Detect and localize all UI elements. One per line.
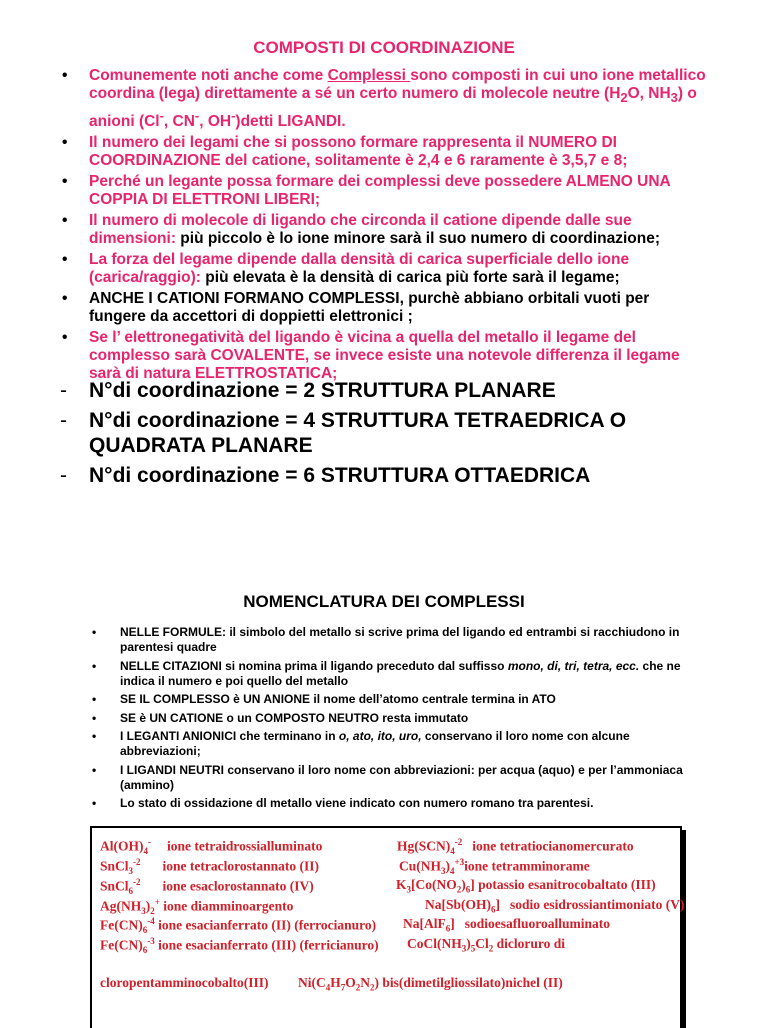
example-fecn6-4: $Fe(CN)_6^{-4}$ ione esacianferrato (II) (ferrocianuro): [100, 916, 377, 936]
rule-ossidazione: • Lo stato di ossidazione dl metallo viene indicato con numero romano tra parentesi.: [92, 796, 692, 811]
example-sncl3: SnCl$_3^{-2}$ ione tetraclorostannato (II): [100, 857, 320, 877]
complessi-underlined: Complessi: [327, 67, 411, 84]
rule-catione: • SE è UN CATIONE o un COMPOSTO NEUTRO resta immutato: [92, 711, 692, 726]
example-nidmg: $Ni(C_4H_7O_2N_2)$ bis(dimetilgliossilato)nichel (II): [298, 975, 563, 993]
section-title-nomenclatura: NOMENCLATURA DEI COMPLESSI: [243, 592, 525, 611]
example-k3conitro: $K_3[Co(NO_2)_6]$ potassio esanitrocobaltato (III): [396, 877, 656, 895]
example-hgscn4: $Hg(SCN)_4^{-2}$ ione tetratiocianomercurato: [397, 837, 634, 857]
example-naalf6: Na[AlF$_6$] sodioesafluoroalluminato: [403, 916, 611, 934]
example-sncl6: SnCl$_6^{-2}$ ione esaclorostannato (IV): [100, 877, 314, 897]
example-cunh34: $Cu(NH_3)_4^{+3}ione$ tetramminorame: [399, 857, 590, 877]
bullet-coppia-elettroni: • Perché un legante possa formare dei complessi deve possedere ALMENO UNA COPPIA DI ELETTRONI LIBERI;: [60, 173, 710, 209]
section-title-composti: COMPOSTI DI COORDINAZIONE: [253, 38, 515, 57]
bullet-cationi: • ANCHE I CATIONI FORMANO COMPLESSI, purchè abbiano orbitali vuoti per fungere da accettori di doppietti elettronici ;: [60, 290, 710, 326]
rule-anione: • SE IL COMPLESSO è UN ANIONE il nome dell’atomo centrale termina in ATO: [92, 692, 692, 707]
example-nasboh6: $Na[Sb(OH)_6]$ sodio esidrossiantimoniato (V): [425, 897, 685, 915]
bullet-numero-coordinazione: • Il numero dei legami che si possono formare rappresenta il NUMERO DI COORDINAZIONE del catione, solitamente è 2,4 e 6 raramente è 3,5,7 e 8;: [60, 134, 710, 170]
structure-item-4: - N°di coordinazione = 4 STRUTTURA TETRAEDRICA O QUADRATA PLANARE: [60, 409, 627, 457]
example-aloh4: $Al(OH)_4^-$ ione tetraidrossialluminato: [100, 837, 323, 857]
bullet-forza-legame: • La forza del legame dipende dalla densità di carica superficiale dello ione (carica/raggio): più elevata è la densità di carica più forte sarà il legame;: [60, 251, 710, 287]
structure-list: [60, 378, 740, 493]
rule-formule: • NELLE FORMULE: il simbolo del metallo si scrive prima del ligando ed entrambi si racchiudono in parentesi quadre: [92, 625, 692, 655]
rule-ligandi-neutri: • I LIGANDI NEUTRI conservano il loro nome con abbreviazioni: per acqua (aquo) e per l’ammoniaca (ammino): [92, 763, 692, 793]
structure-item-6: - N°di coordinazione = 6 STRUTTURA OTTAEDRICA: [60, 464, 591, 487]
example-fecn6-3: $Fe(CN)_6^{-3}$ ione esacianferrato (III) (ferricianuro): [100, 936, 379, 956]
bullet-complessi: • Comunemente noti anche come Complessi sono composti in cui uno ione metallico coordina (lega) direttamente a sé un certo numero di molecole neutre ($H_2O$, $NH_3$) o anioni (Cl-, CN-, OH-)detti LIGANDI.: [60, 67, 710, 131]
example-cloropentammino: cloropentamminocobalto(III): [100, 975, 269, 990]
composti-bullet-list: [60, 67, 710, 386]
rule-citazioni: • NELLE CITAZIONI si nomina prima il ligando preceduto dal suffisso mono, di, tri, tetra, ecc. che ne indica il numero e poi quello del metallo: [92, 659, 692, 689]
structure-item-2: - N°di coordinazione = 2 STRUTTURA PLANARE: [60, 379, 556, 402]
nomenclatura-bullet-list: [92, 625, 692, 815]
rule-leganti-anionici: • I LEGANTI ANIONICI che terminano in o, ato, ito, uro, conservano il loro nome con alcune abbreviazioni;: [92, 729, 692, 759]
example-agnh32: $Ag(NH_3)_2^+$ ione diamminoargento: [100, 897, 294, 917]
example-coclnh35cl2: $CoCl(NH_3)_5Cl_2$ dicloruro di: [407, 936, 566, 954]
bullet-elettronegativita: • Se l’ elettronegatività del ligando è vicina a quella del metallo il legame del complesso sarà COVALENTE, se invece esiste una notevole differenza il legame sarà di natura ELETTROSTATICA;: [60, 329, 710, 383]
bullet-dimensioni: • Il numero di molecole di ligando che circonda il catione dipende dalle sue dimensioni: più piccolo è lo ione minore sarà il suo numero di coordinazione;: [60, 212, 710, 248]
